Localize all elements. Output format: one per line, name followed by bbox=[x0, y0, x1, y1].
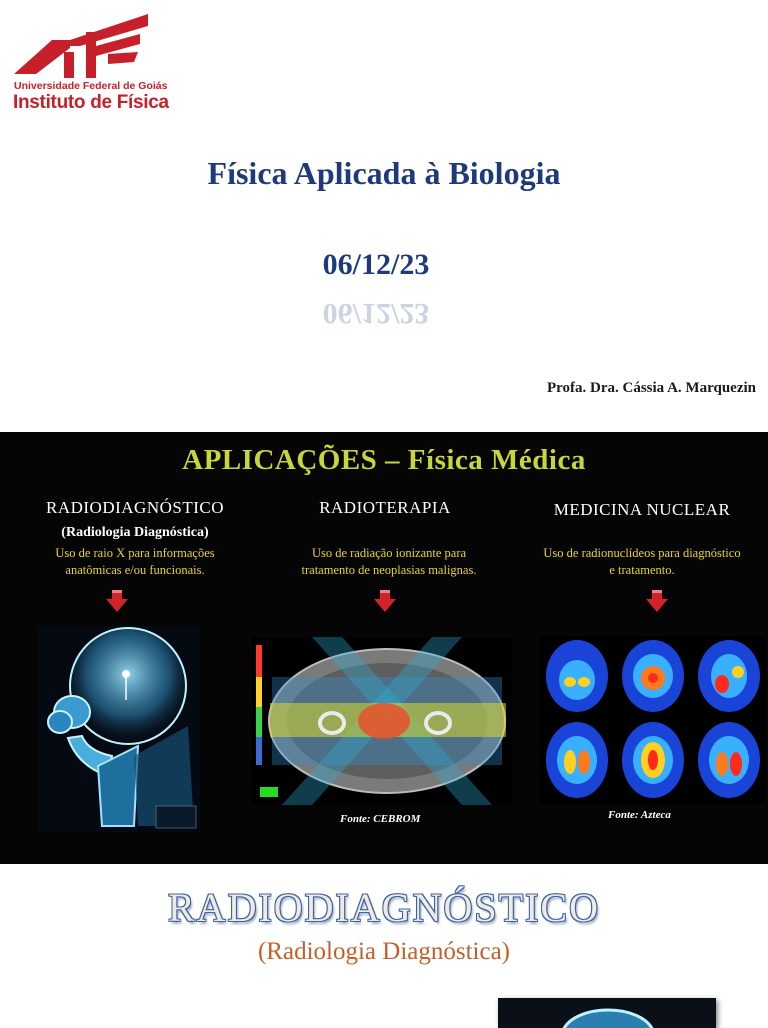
column-subheading-radiodiagnostico: (Radiologia Diagnóstica) bbox=[61, 525, 209, 540]
down-arrow-icon bbox=[372, 588, 398, 614]
source-cebrom: Fonte: CEBROM bbox=[340, 813, 421, 825]
presentation-date: 06/12/23 bbox=[322, 248, 430, 281]
column-heading-radiodiagnostico: RADIODIAGNÓSTICO bbox=[46, 498, 224, 517]
author-name: Profa. Dra. Cássia A. Marquezin bbox=[546, 380, 756, 396]
column-description-radiodiagnostico: Uso de raio X para informações anatômicas e/ou funcionais. bbox=[55, 546, 215, 577]
presentation-title: Física Aplicada à Biologia bbox=[207, 155, 561, 191]
section-title: RADIODIAGNÓSTICO bbox=[168, 885, 600, 930]
down-arrow-icon bbox=[644, 588, 670, 614]
if-logo-mark-icon bbox=[12, 12, 162, 82]
radiodiagnostico-slide bbox=[0, 864, 768, 1024]
column-description-medicina-nuclear: Uso de radionuclídeos para diagnóstico e tratamento. bbox=[543, 546, 741, 577]
title-slide bbox=[0, 0, 768, 432]
nuclear-medicine-brain-scans-image bbox=[540, 636, 766, 804]
logo-institute-text: Instituto de Física bbox=[13, 92, 169, 113]
presentation-date-reflection: 06/12/23 bbox=[322, 297, 430, 330]
section-subtitle: (Radiologia Diagnóstica) bbox=[257, 938, 510, 965]
xray-head-image bbox=[38, 626, 200, 832]
applications-slide bbox=[0, 432, 768, 864]
radiotherapy-ct-image bbox=[252, 637, 512, 805]
column-description-radioterapia: Uso de radiação ionizante para tratamento de neoplasias malignas. bbox=[301, 546, 477, 577]
source-azteca: Fonte: Azteca bbox=[608, 809, 671, 821]
column-heading-radioterapia: RADIOTERAPIA bbox=[319, 498, 451, 517]
column-heading-medicina-nuclear: MEDICINA NUCLEAR bbox=[553, 500, 731, 519]
down-arrow-icon bbox=[104, 588, 130, 614]
logo-university-text: Universidade Federal de Goiás bbox=[14, 80, 168, 92]
applications-title: APLICAÇÕES – Física Médica bbox=[182, 444, 586, 476]
